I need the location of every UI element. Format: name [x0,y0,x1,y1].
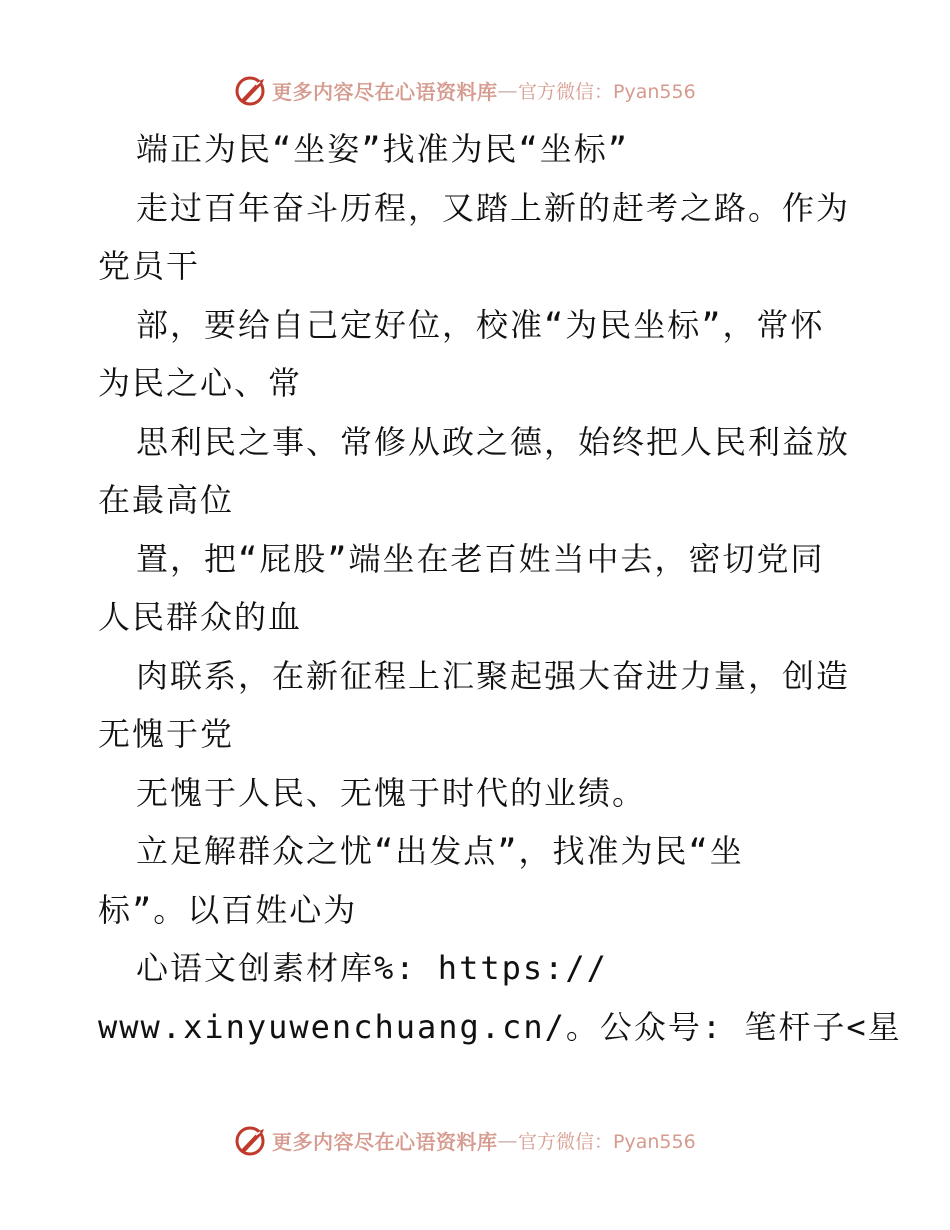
text-line: 党员干 [98,247,201,285]
text-line: 心语文创素材库%: https:// [136,949,608,987]
banner-wechat: 官方微信：Pyan556 [518,80,696,103]
text-line: 人民群众的血 [98,598,303,636]
text-line: 无愧于人民、无愧于时代的业绩。 [136,773,647,812]
text-line: 标”。以百姓心为 [98,890,358,929]
text-line: www.xinyuwenchuang.cn/。公众号: 笔杆子<星 [98,1007,902,1046]
document-body [98,120,902,1056]
text-line: 思利民之事、常修从政之德，始终把人民利益放 [136,422,851,461]
footer-watermark-banner [234,1120,714,1160]
banner-wechat: 官方微信：Pyan556 [518,1130,696,1153]
banner-title: 更多内容尽在心语资料库 [272,79,498,104]
text-line: 在最高位 [98,481,235,519]
text-line: 走过百年奋斗历程，又踏上新的赶考之路。作为 [136,188,851,227]
pen-nib-logo-icon [234,73,268,107]
pen-nib-logo-icon [234,1123,268,1157]
text-line: 肉联系，在新征程上汇聚起强大奋进力量，创造 [136,656,851,695]
text-line: 无愧于党 [98,715,235,753]
text-line: 端正为民“坐姿”找准为民“坐标” [136,130,630,168]
banner-separator: — [497,1128,518,1152]
text-line: 置，把“屁股”端坐在老百姓当中去，密切党同 [136,539,825,578]
banner-separator: — [497,78,518,102]
text-line: 部，要给自己定好位，校准“为民坐标”，常怀 [136,305,825,344]
header-watermark-banner [234,70,714,110]
banner-title: 更多内容尽在心语资料库 [272,1129,498,1154]
text-line: 立足解群众之忧“出发点”，找准为民“坐 [136,832,744,870]
text-line: 为民之心、常 [98,364,303,402]
